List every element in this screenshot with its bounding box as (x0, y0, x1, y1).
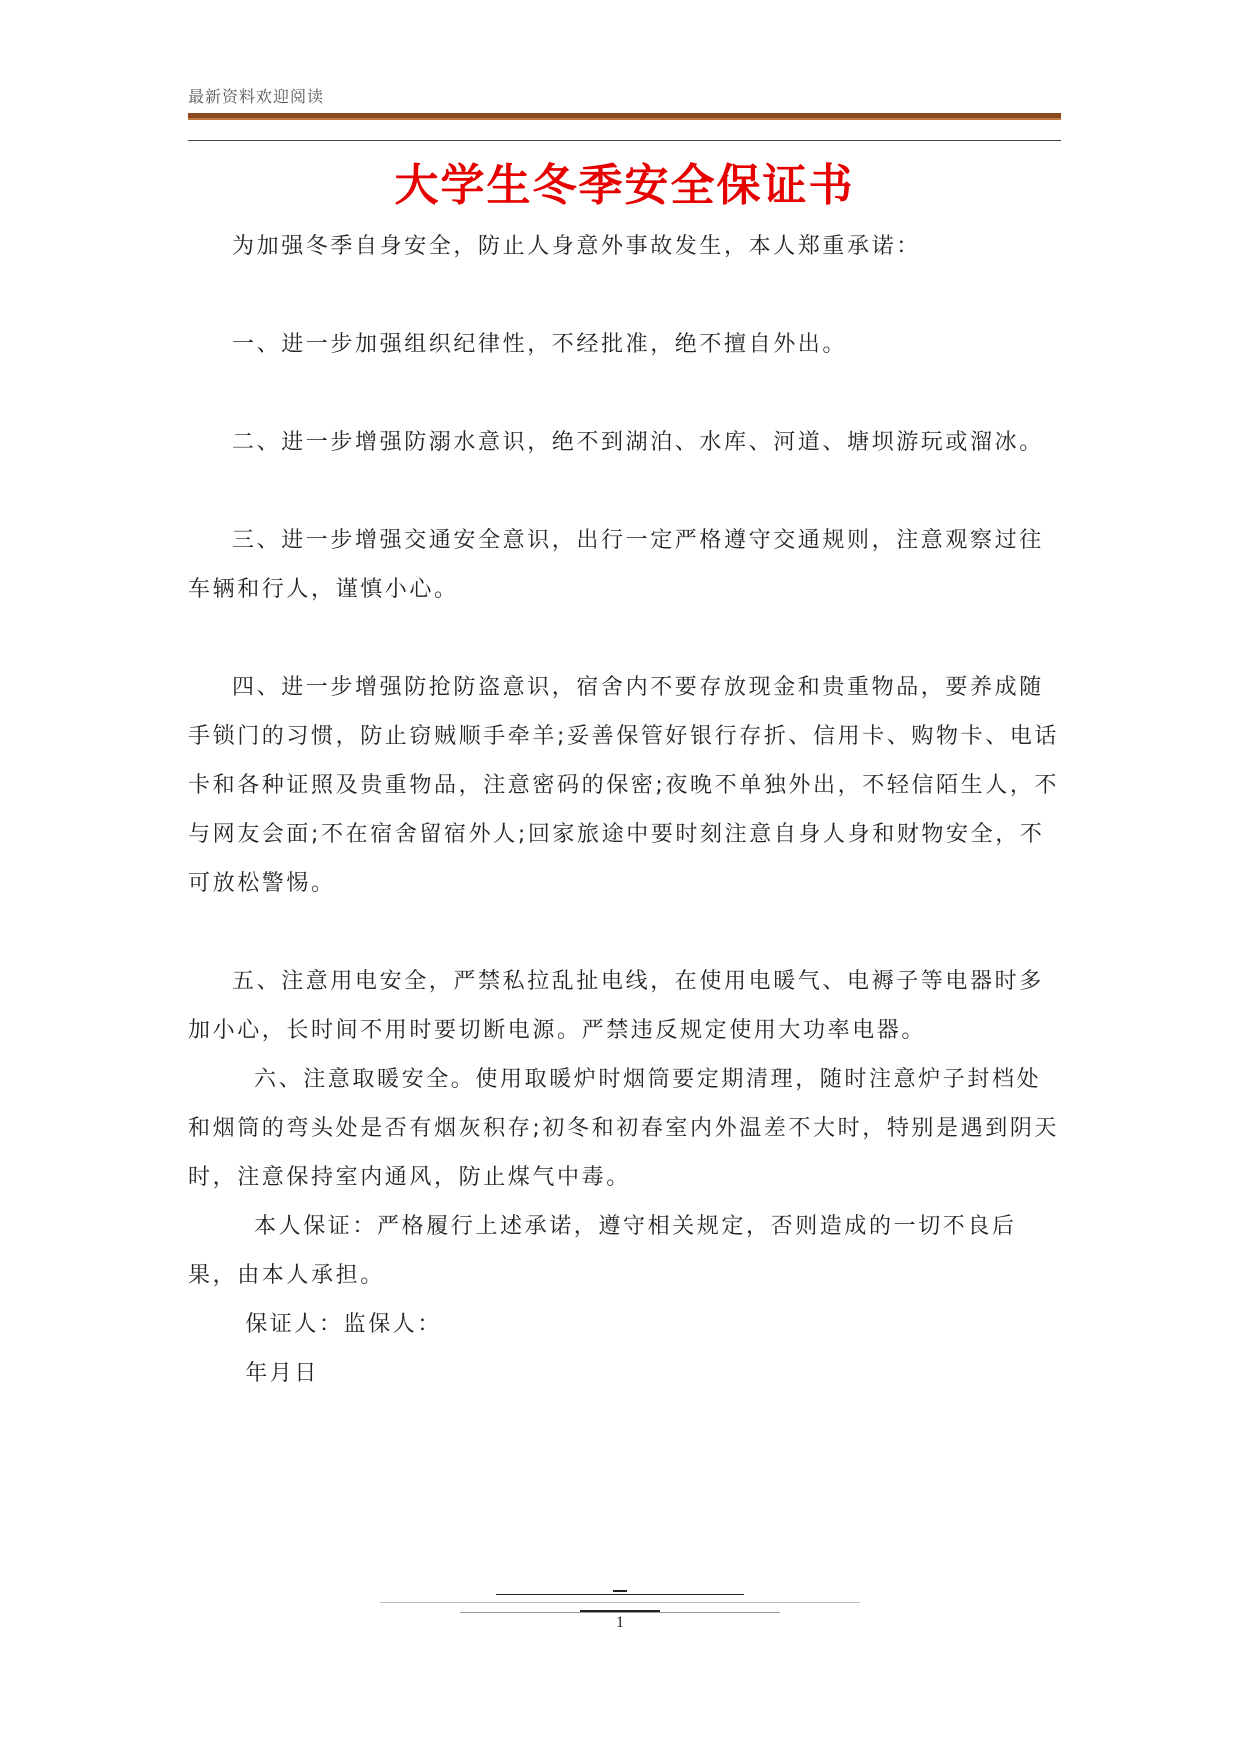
footer-tick-lower (580, 1610, 660, 1612)
header-text: 最新资料欢迎阅读 (188, 87, 325, 106)
page-header (188, 86, 1061, 141)
footer-rule-long (380, 1602, 860, 1603)
document-title: 大学生冬季安全保证书 (394, 160, 855, 211)
footer-rule-top (496, 1594, 744, 1595)
pledge-paragraph: 本人保证：严格履行上述承诺，遵守相关规定，否则造成的一切不良后果，由本人承担。 (188, 1214, 1017, 1288)
signature-guarantors: 保证人：监保人： (245, 1312, 442, 1337)
signature-date: 年月日 (245, 1361, 319, 1386)
clause-2-paragraph: 二、进一步增强防溺水意识，绝不到湖泊、水库、河道、塘坝游玩或溜冰。 (232, 430, 1044, 455)
clause-5-paragraph: 五、注意用电安全，严禁私拉乱扯电线，在使用电暖气、电褥子等电器时多加小心，长时间不用时要切断电源。严禁违反规定使用大功率电器。 (188, 969, 1044, 1043)
clause-1-paragraph: 一、进一步加强组织纪律性，不经批准，绝不擅自外出。 (232, 332, 848, 357)
page-number: 1 (616, 1614, 624, 1631)
clause-3-paragraph: 三、进一步增强交通安全意识，出行一定严格遵守交通规则，注意观察过往车辆和行人，谨慎小心。 (188, 528, 1044, 602)
footer-rule-mid (460, 1612, 780, 1613)
header-rule-thick (188, 113, 1061, 120)
header-rule-thin (188, 140, 1061, 141)
document-body (188, 222, 1061, 1398)
clause-6-paragraph: 六、注意取暖安全。使用取暖炉时烟筒要定期清理，随时注意炉子封档处和烟筒的弯头处是否有烟灰积存;初冬和初春室内外温差不大时，特别是遇到阴天时，注意保持室内通风，防止煤气中毒。 (188, 1067, 1060, 1190)
footer-tick (613, 1590, 627, 1592)
intro-paragraph: 为加强冬季自身安全，防止人身意外事故发生，本人郑重承诺： (232, 234, 921, 259)
clause-4-paragraph: 四、进一步增强防抢防盗意识，宿舍内不要存放现金和贵重物品，要养成随手锁门的习惯，防止窃贼顺手牵羊;妥善保管好银行存折、信用卡、购物卡、电话卡和各种证照及贵重物品，注意密码的保密;夜晚不单独外出，不轻信陌生人，不与网友会面;不在宿舍留宿外人;回家旅途中要时刻注意自身人身和财物安全，不可放松警惕。 (188, 675, 1060, 896)
